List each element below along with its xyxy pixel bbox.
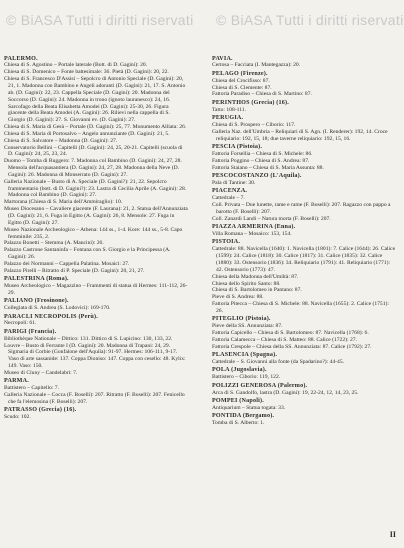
index-entry: Chiesa di S. Maria di Gesù – Portale (D. Gagini): 25, 77. Monumento Alliata: 26. bbox=[4, 124, 187, 131]
index-place-heading: PESCIA (Pistoia). bbox=[212, 144, 263, 151]
watermark-left: © BiASA Tutti i diritti riservati bbox=[6, 12, 194, 28]
index-entry: Palazzo dei Normanni – Cappella Palatina. Mosaici: 27. bbox=[4, 260, 130, 267]
index-entry: Duomo – Tomba di Ruggero: 7. Madonna col Bambino (D. Gagini): 24, 27, 28. Mensola dell'acquasantiera (D. Gagini): 24, 27, 28. Madonna della Neve (D. Gagini): 26. Madonna di Monserrato (D. Gagini): 27. bbox=[4, 158, 182, 178]
index-entry: Battistero – Capitello: 7. bbox=[4, 385, 59, 392]
index-entry: Fattoria Poggino – Chiesa di S. Andrea: 87. bbox=[212, 157, 310, 164]
index-entry: Cattedrale – 7. bbox=[212, 195, 245, 202]
index-place-heading: PALIANO (Frosinone). bbox=[4, 298, 69, 305]
index-entry: Cattedrale: 88. Navicella (1640): 1. Navicella (1801): 7. Calice (1644): 26. Calice (1599): 24. Calice (1818): 30. Calice (1817): 31. Calice (1835): 32. Calice (1880): 33. Ostensorio (1836): 34. Reliquiario (1791): 41. Reliquiario (1771): 42. Ostensorio (1773): 47. bbox=[212, 246, 396, 273]
index-entry: Chiesa dello Spirito Santo: 88. bbox=[212, 280, 281, 287]
index-entry: Chiesa di S. Francesco D'Assisi – Sepolcro di Antonio Speciale (D. Gagini): 20, 21, 1. Madonna con Bambino e Angeli adoranti (D. Gagini): 21, 17. S. Antonio ab. (D. Gagini): 22, 23. Cappella Speciale (D. Gagini): 20. Madonna del Soccorso (D. Gagini): 24. Madonna in trono (ignoto lauranesco): 24, 16. Sarcofago della Beata Elisabetta Amodei (D. Gagini): 25-30, 26. Figura giacente della Beata Amodei (A. Gagini): 26. Rilievi nella cappella di S. Giorgio (D. Gagini): 27. S. Giovanni ev. (D. Gagini): 27. bbox=[4, 76, 186, 124]
index-column-right bbox=[212, 54, 396, 427]
index-place-heading: PLASENCIA (Spagna). bbox=[212, 352, 278, 359]
index-place-heading: PARACLI NECROPOLIS (Perù). bbox=[4, 313, 98, 320]
index-entry: Museo Diocesano – Cavaliere giacente (F. Laurana): 21, 2. Statua dell'Annunziata (D. Gagini): 21, 6. Fuga in Egitto (A. Gagini): 26, 8. Mensole: 27. Fuga in Egitto (D. Gagini): 27. bbox=[4, 206, 188, 226]
index-place-heading: PARIGI (Francia). bbox=[4, 328, 57, 335]
index-place-heading: PONTIDA (Bergamo). bbox=[212, 413, 275, 420]
index-entry: Conservatorio Bellini – Capitelli (D. Gagini): 24, 25, 20-21. Capitelli (scuola di D. Gagini): 24, 25, 23, 24. bbox=[4, 144, 183, 158]
watermark-right: © BiASA Tutti i diritti riservati bbox=[216, 12, 404, 28]
index-entry: Chiesa di S. Clemente: 87. bbox=[212, 84, 272, 91]
index-place-heading: POMPEI (Napoli). bbox=[212, 397, 264, 404]
index-entry: Tatto: 108-111. bbox=[212, 106, 246, 113]
index-entry: Necropoli: 61. bbox=[4, 320, 37, 327]
index-entry: Fattoria Crespole – Chiesa della SS. Annunziata: 87. Calice (1792): 27. bbox=[212, 343, 372, 350]
index-entry: Chiesa di S. Bartolomeo in Pantano: 87. bbox=[212, 287, 302, 294]
index-entry: Arca di S. Gandolfo, lastra (D. Gagini): 19, 22-24, 12, 14, 23, 25. bbox=[212, 389, 359, 396]
index-entry: Chiesa di S. Domenico – Fonte battesimale: 36. Pietà (D. Gagini): 20, 22. bbox=[4, 69, 169, 76]
index-entry: Museo di Cluny – Candelabri: 7. bbox=[4, 369, 78, 376]
index-entry: Palazzo Pirelli – Ritratto di P. Speciale (D. Gagini): 20, 21, 27. bbox=[4, 267, 145, 274]
index-entry: Chiesa della Madonna dell'Umiltà: 87. bbox=[212, 273, 299, 280]
index-entry: Louvre – Busto di Ferrante I (D. Gagini): 20. Madonna di Trapani: 24, 29. Sigmaria di Corbie (Gonfalone dell'Aquila): 91-97. Hermes: 106-111, 9-17. Vaso di arte sassanide: 137. Coppa Dioniso: 147. Coppa con cesello: 48. Kylix: 149. Vaso: 150. bbox=[4, 342, 186, 370]
index-place-heading: PIACENZA. bbox=[212, 188, 248, 195]
index-place-heading: PITEGLIO (Pistoia). bbox=[212, 316, 271, 323]
index-entry: Fattoria Staiano – Chiesa di S. Maria Assunta: 88. bbox=[212, 164, 324, 171]
index-entry: Pieve di S. Andrea: 88. bbox=[212, 294, 264, 301]
index-entry: Chiesa di S. Salvatore – Madonna (D. Gagini): 27. bbox=[4, 137, 118, 144]
index-entry: Bibliothèque Nationale – Dittico: 131. Dittico di S. Lupicino: 130, 133, 22. bbox=[4, 335, 173, 342]
index-entry: Certosa – Facciata (I. Mantegazza): 20. bbox=[212, 62, 301, 69]
index-place-heading: PAVIA. bbox=[212, 55, 233, 62]
index-place-heading: PATRASSO (Grecia) (16). bbox=[4, 407, 77, 414]
index-place-heading: PALESTRINA (Roma). bbox=[4, 276, 69, 283]
index-entry: Coll. Privata – Due lunette, rame e rame (F. Boselli): 207. Ragazzo con pappo a barotto (F. Boselli): 207. bbox=[212, 202, 391, 215]
index-place-heading: POLIZZI GENEROSA (Palermo). bbox=[212, 382, 308, 389]
index-entry: Fattoria Calamecca – Chiesa di S. Matteo: 88. Calice (1722): 27. bbox=[212, 336, 357, 343]
index-entry: Museo Nazionale Archeologico – Athena: 144 ss., 1-4. Kore: 144 ss., 5-8. Capo femminile: 235, 2. bbox=[4, 226, 183, 240]
index-place-heading: PESCOCOSTANZO (L'Aquila). bbox=[212, 173, 302, 180]
index-entry: Fattoria Paradiso – Chiesa di S. Martino: 87. bbox=[212, 91, 312, 98]
index-column-left bbox=[4, 54, 188, 421]
index-place-heading: PISTOIA. bbox=[212, 239, 241, 246]
index-place-heading: PERINTHOS (Grecia) (16). bbox=[212, 99, 289, 106]
index-entry: Tomba di S. Alberto: 1. bbox=[212, 420, 265, 427]
index-entry: Coll. Zanardi Landi – Natura morta (F. Boselli): 207. bbox=[212, 215, 331, 222]
index-place-heading: PALERMO. bbox=[4, 55, 38, 62]
index-place-heading: PERUGIA. bbox=[212, 115, 244, 122]
index-entry: Galleria Nazionale – Cocca (F. Boselli): 207. Ritratto (F. Boselli): 207. Fenicello che fa l'elemosina (F. Boselli): 207. bbox=[4, 392, 185, 405]
index-place-heading: PIAZZA ARMERINA (Enna). bbox=[212, 224, 296, 231]
index-entry: Cattedrale – S. Giovanni alla fonte (da Spadarino?): 44-45. bbox=[212, 358, 345, 365]
index-entry: Chiesa di S. Maria di Portosalvo – Angelo annunziante (D. Gagini): 21, 5. bbox=[4, 130, 170, 137]
index-entry: Pala di Tantine: 30. bbox=[212, 179, 256, 186]
index-entry: Fattoria Capicello – Chiesa di S. Bartolomeo: 87. Navicella (1768): 6. bbox=[212, 330, 369, 336]
index-entry: Villa Romana – Mosaico: 153, 154. bbox=[212, 231, 292, 237]
index-entry: Palazzo Castrone Santaninfa – Fontana con S. Giorgio e la Principessa (A. Gagini): 26. bbox=[4, 247, 171, 261]
index-place-heading: POLA (Jugoslavia). bbox=[212, 367, 267, 374]
index-entry: Galleria Naz. dell'Umbria – Reliquiari di S. Agn. (I. Renderer): 192, 14. Croce reliquiario: 192, 15, 18; due taverne reliquiario: 192, 15, 16. bbox=[212, 128, 388, 142]
index-entry: Museo Archeologico – Magazzino – Frammenti di statua di Hermes: 111-112, 26-29. bbox=[4, 283, 188, 296]
index-entry: Fattoria Forsellia – Chiesa di S. Michele: 86. bbox=[212, 150, 313, 157]
index-entry: Fattoria Pitecca – Chiesa di S. Michele: 88. Navicella (1655): 2. Calice (1751): 26. bbox=[212, 301, 389, 314]
index-entry: Collegiata di S. Andrea (S. Lodovici): 169-170. bbox=[4, 305, 111, 312]
page-number: II bbox=[389, 530, 396, 539]
index-entry: Martorana (Chiesa di S. Maria dell'Ammiraglio): 10. bbox=[4, 199, 123, 206]
index-entry: Battistero – Ciborio: 119, 122. bbox=[212, 374, 281, 381]
index-entry: Pieve della SS. Annunziata: 87. bbox=[212, 323, 283, 330]
index-place-heading: PARMA. bbox=[4, 378, 29, 385]
index-entry: Galleria Nazionale – Busto di A. Speciale (D. Gagini?): 21, 22. Sepolcro frammentario (bott. di D. Gagini?): 23. Lastra di Cecilia Aprile (A. Gagini): 28. Madonna col Bambino (D. Gagini): 27. bbox=[4, 178, 187, 199]
index-entry: Chiesa di S. Prospero – Ciborio: 117. bbox=[212, 121, 296, 128]
index-entry: Chiesa del Crocifisso: 87. bbox=[212, 77, 270, 84]
index-entry: Chiesa di S. Agostino – Portale laterale (Bott. di D. Gagini): 20. bbox=[4, 62, 148, 69]
index-place-heading: PELAGO (Firenze). bbox=[212, 70, 268, 77]
index-entry: Scudo: 102. bbox=[4, 414, 31, 421]
index-entry: Palazzo Bonetti – Stemma (A. Mancini): 26. bbox=[4, 240, 104, 247]
index-entry: Antiquarium – Statua togata: 33. bbox=[212, 404, 286, 411]
